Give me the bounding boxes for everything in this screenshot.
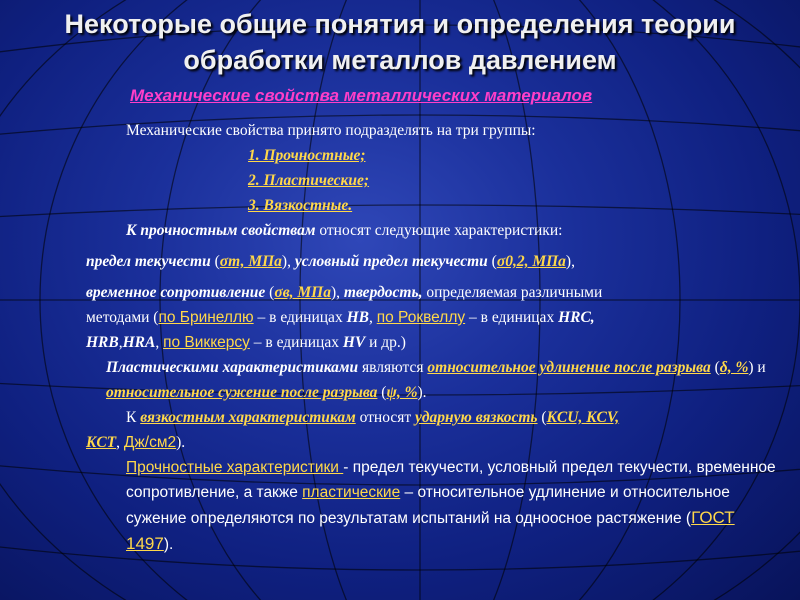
plastic-link[interactable]: пластические — [302, 484, 401, 501]
sigma-t-link[interactable]: σт, МПа — [219, 253, 282, 270]
toughness-units-line: KCT, Дж/см2). — [86, 434, 186, 451]
sigma-02-link[interactable]: σ0,2, МПа — [496, 253, 566, 270]
group-link-strength[interactable]: 1. Прочностные; — [248, 147, 366, 164]
summary-paragraph: Прочностные характеристики - предел текучести, условный предел текучести, временное сопротивление, а также пластические – относительное удлинение и относительное сужение определяются по результатам испытаний на одноосное растяжение (ГОСТ 1497). — [126, 459, 776, 553]
toughness-paragraph: К вязкостным характеристикам относят ударную вязкость (KCU, KCV, — [126, 409, 620, 426]
elongation-link[interactable]: относительное удлинение после разрыва — [427, 359, 711, 376]
rockwell-link[interactable]: по Роквеллу — [376, 309, 466, 326]
slide-body — [86, 118, 776, 557]
strength-characteristics-link[interactable]: Прочностные характеристики — [126, 459, 344, 476]
toughness-link[interactable]: вязкостным характеристикам — [140, 409, 356, 426]
contraction-link[interactable]: относительное сужение после разрыва — [106, 384, 378, 401]
plastic-paragraph: Пластическими характеристиками являются относительное удлинение после разрыва (δ, %) и относительное сужение после разрыва (ψ, %). — [106, 359, 766, 401]
strength-list-line-1: предел текучести (σт, МПа), условный предел текучести (σ0,2, МПа), — [86, 253, 575, 270]
slide-subtitle: Механические свойства металлических материалов — [130, 86, 593, 105]
jcm-link[interactable]: Дж/см2 — [123, 434, 177, 451]
strength-lead: К прочностным свойствам — [126, 222, 316, 239]
slide-title — [0, 6, 800, 78]
kcu-kcv-link[interactable]: KCU, KCV, — [546, 409, 620, 426]
group-link-plastic[interactable]: 2. Пластические; — [248, 172, 370, 189]
delta-link[interactable]: δ, % — [719, 359, 749, 376]
title-line-2: обработки металлов давлением — [183, 45, 617, 75]
psi-link[interactable]: ψ, % — [386, 384, 418, 401]
strength-paragraph: К прочностным свойствам относят следующие характеристики: — [126, 222, 563, 239]
sigma-v-link[interactable]: σв, МПа — [274, 284, 331, 301]
group-link-toughness[interactable]: 3. Вязкостные. — [248, 197, 353, 214]
intro-text: Механические свойства принято подразделять на три группы: — [126, 122, 536, 139]
impact-toughness-link[interactable]: ударную вязкость — [415, 409, 538, 426]
strength-list-line-2: временное сопротивление (σв, МПа), твердость, определяемая различными — [86, 284, 603, 301]
gost-link[interactable]: ГОСТ 1497 — [126, 508, 735, 553]
brinell-link[interactable]: по Бринеллю — [158, 309, 254, 326]
vickers-link[interactable]: по Виккерсу — [163, 334, 250, 351]
kct-link[interactable]: KCT — [86, 434, 117, 451]
hardness-methods-line-1: методами (по Бринеллю – в единицах HB, по Роквеллу – в единицах HRC, — [86, 309, 595, 326]
title-line-1: Некоторые общие понятия и определения теории — [64, 9, 736, 39]
hardness-methods-line-2: HRB,HRA, по Виккерсу – в единицах HV и др.) — [86, 334, 406, 351]
